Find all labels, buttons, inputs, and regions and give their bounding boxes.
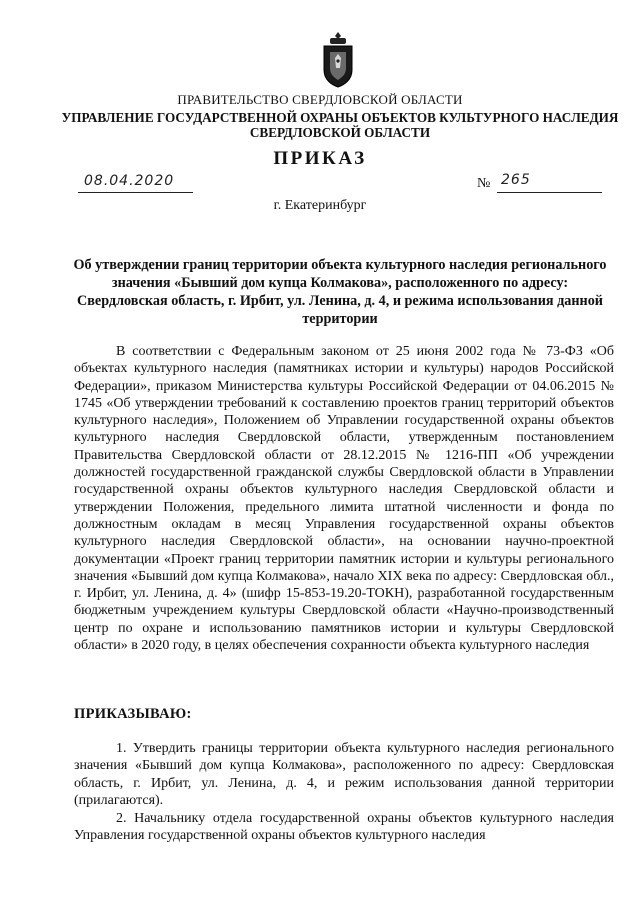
date-value: 08.04.2020 [84,173,175,189]
document-type: ПРИКАЗ [273,148,367,169]
order-item: 1. Утвердить границы территории объекта культурного наследия регионального значения «Бывший дом купца Колмакова», расположенного по адресу: Свердловская область, г. Ирбит, ул. Ленина, д. 4, и режим использования данной территории (прилагаются). [74,741,614,808]
document-title: Об утверждении границ территории объекта культурного наследия регионального значения «Бывший дом купца Колмакова», расположенного по адресу: Свердловская область, г. Ирбит, ул. Ленина, д. 4, и режима использования данной территории [73,257,607,327]
date-field [78,173,193,193]
department-name: УПРАВЛЕНИЕ ГОСУДАРСТВЕННОЙ ОХРАНЫ ОБЪЕКТОВ КУЛЬТУРНОГО НАСЛЕДИЯ СВЕРДЛОВСКОЙ ОБЛАСТИ [61,110,619,140]
preamble-paragraph: В соответствии с Федеральным законом от 25 июня 2002 года № 73-ФЗ «Об объектах культурного наследия (памятниках истории и культуры) народов Российской Федерации», приказом Министерства культуры Российской Федерации от 04.06.2015 № 1745 «Об утверждении требований к составлению проектов границ территорий объектов культурного наследия», Положением об Управлении государственной охраны объектов культурного наследия Свердловской области, утвержденным постановлением Правительства Свердловской области от 28.12.2015 № 1216-ПП «Об учреждении должностей государственной гражданской службы Свердловской области в Управлении государственной охраны объектов культурного наследия Свердловской области и утверждении Положения, предельного лимита штатной численности и фонда по должностным окладам в месяц Управления государственной охраны объектов культурного наследия Свердловской области», на основании научно-проектной документации «Проект границ территории памятник истории и культуры регионального значения «Бывший дом купца Колмакова», начало XIX века по адресу: Свердловская обл., г. Ирбит, ул. Ленина, д. 4» (шифр 15-853-19.20-ТОКН), разработанной государственным бюджетным учреждением культуры Свердловской области «Научно-производственный центр по охране и использованию памятников истории и культуры Свердловской области» в 2020 году, в целях обеспечения сохранности объекта культурного наследия [74,344,614,654]
number-field [497,172,602,193]
government-name: ПРАВИТЕЛЬСТВО СВЕРДЛОВСКОЙ ОБЛАСТИ [177,92,463,107]
number-label: № [477,176,491,191]
number-value: 265 [501,172,531,188]
order-heading: ПРИКАЗЫВАЮ: [74,706,192,722]
coat-of-arms-emblem [318,30,358,88]
order-item: 2. Начальнику отдела государственной охраны объектов культурного наследия Управления государственной охраны объектов культурного наследия [74,811,614,844]
city-line: г. Екатеринбург [273,198,367,213]
